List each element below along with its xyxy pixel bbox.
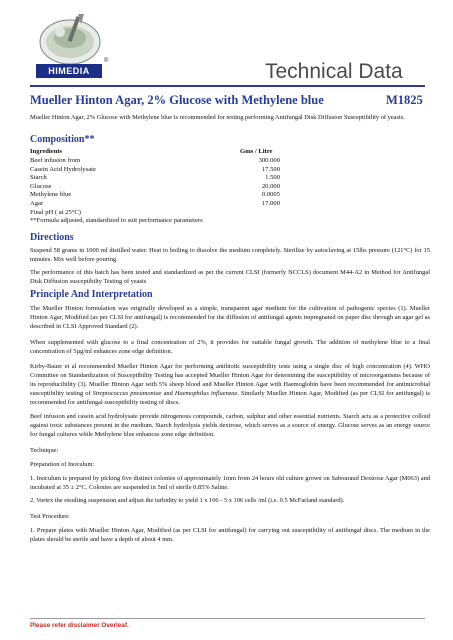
directions-text: Suspend 58 grams in 1000 ml distilled water. Heat to boiling to dissolve the medium completely. Sterilize by autoclaving at 15lbs pressure (121°C) for 15 minutes. Mix well before pouring. [30,247,430,263]
ingredient-name: Glucose [30,182,52,190]
ingredient-table [30,157,280,226]
brand-logo-text [36,64,102,78]
ingredient-row [30,157,280,166]
conjunction: and [163,390,173,397]
ingredient-value: 17.000 [261,199,280,207]
principle-paragraph-2: When supplemented with glucose to a final concentration of 2%, it provides for suitable fungal growth. The addition of methylene blue to a final concentration of 5µg/ml enhances zone edge definition. [30,339,430,355]
organism-haemophilus: Haemophilus influenzae [174,390,238,397]
ingredient-value: 20.000 [261,182,280,190]
principle-heading: Principle And Interpretation [30,289,153,300]
footer-divider [30,618,425,619]
ingredient-value: 1.500 [265,174,280,182]
test-procedure-label: Test Procedure: [30,513,70,520]
principle-paragraph-4: Beef infusion and casein acid hydrolysate provide nitrogenous compounds, carbon, sulphur and other essential nutrients. Starch acts as a protective colloid against toxic substances present in the medium. Starch hydrolysis yields dextrose, which serves as a source of energy. Glucose serves as an energy source for fungal cultures while Methylene blue enhances zone edge definition. [30,413,430,438]
directions-heading: Directions [30,232,74,243]
ingredient-value: 0.0005 [261,191,280,199]
ingredients-column-header: Ingredients [30,148,63,155]
performance-text: The performance of this batch has been tested and standardized as per the current CLSI (formerly NCCLS) document M44-A2 in Method for Antifungal Disk Diffusion susceptibilty Testing of yeasts [30,269,430,285]
registered-mark: ® [104,58,109,64]
product-name: Mueller Hinton Agar, 2% Glucose with Methylene blue [30,93,324,107]
ingredient-row [30,166,280,175]
ingredient-row [30,183,280,192]
himedia-logo [30,10,110,72]
final-ph: Final pH ( at 25°C) [30,208,81,216]
gms-column-header: Gms / Litre [240,148,273,155]
product-code: M1825 [386,93,423,107]
ingredient-row [30,191,280,200]
ingredient-name: Casein Acid Hydrolysate [30,165,96,173]
disclaimer-link[interactable]: Please refer disclaimer Overleaf. [30,622,129,629]
inoculum-step-1: 1. Inoculum is prepared by picking five distinct colonies of approximately 1mm from 24 hours old culture grown on Sabouraud Dextrose Agar (M063) and incubated at 35 ± 2°C. Colonies are suspended in 5ml of sterile 0.85% Saline. [30,475,430,491]
header-divider [30,85,425,87]
principle-paragraph-3a: Kirby-Bauer et al recommended Mueller Hinton Agar for performing antibiotic susceptibility tests using a single disc of high concentration (4). WHO Committee on Standardization of Susceptibility Testing has accepted Mueller Hinton Agar for determining the susceptibility of microorganisms because of its reproducibility (3). Mueller Hinton Agar with 5% sheep blood and Mueller Hinton Agar with Haemoglobin have been recommended for antimicrobial susceptibility testing of [30,363,430,397]
test-step-1: 1. Prepare plates with Mueller Hinton Agar, Modified (as per CLSI for antifungal) for carrying out susceptibility of antifungal discs. The medium in the plates should be sterile and have a depth of about 4 mm. [30,527,430,543]
brand-name: HIMEDIA [48,66,90,76]
composition-heading: Composition** [30,134,95,145]
ingredient-value: 300.000 [258,157,280,164]
principle-paragraph-3b: . Similarly Mueller Hinton Agar, Modified (as per CLSI for antifungal) is recommended for antifungal susceptibility testing of discs. [30,390,430,406]
ingredient-name: Beef infusion from [30,157,81,164]
ingredient-row [30,200,280,209]
ingredient-name: Methylene blue [30,191,72,199]
ingredient-name: Starch [30,174,47,182]
ingredient-row [30,174,280,183]
formula-note: **Formula adjusted, standardized to suit performance parameters [30,217,203,225]
product-intro: Mueller Hinton Agar, 2% Glucose with Methylene blue is recommended for testing performing Antifungal Disk Diffusion Susceptibility of yeasts. [30,114,405,121]
principle-paragraph-3 [30,362,430,407]
section-title: Technical Data [265,60,403,83]
principle-paragraph-1: The Mueller Hinton formulation was originally developed as a simple, transparent agar medium for the cultivation of pathogenic species (1). Mueller Hinton Agar, Modified (as per CLSI for antifungal) is recommended for the diffusion of antifungal agents impregnated on paper disc through an agar gel as described in CLSI Approved Standard (2). [30,305,430,330]
organism-streptococcus: Streptococcus pneumoniae [92,390,162,397]
technique-label: Technique: [30,447,59,454]
ingredient-value: 17.500 [261,165,280,173]
ingredient-name: Agar [30,199,44,207]
inoculum-step-2: 2. Vortex the resulting suspension and adjust the turbidity to yield 1 x 106 - 5 x 106 cells /ml (i.e. 0.5 McFarland standard). [30,497,345,504]
inoculum-label: Preparation of Inoculum: [30,461,95,468]
